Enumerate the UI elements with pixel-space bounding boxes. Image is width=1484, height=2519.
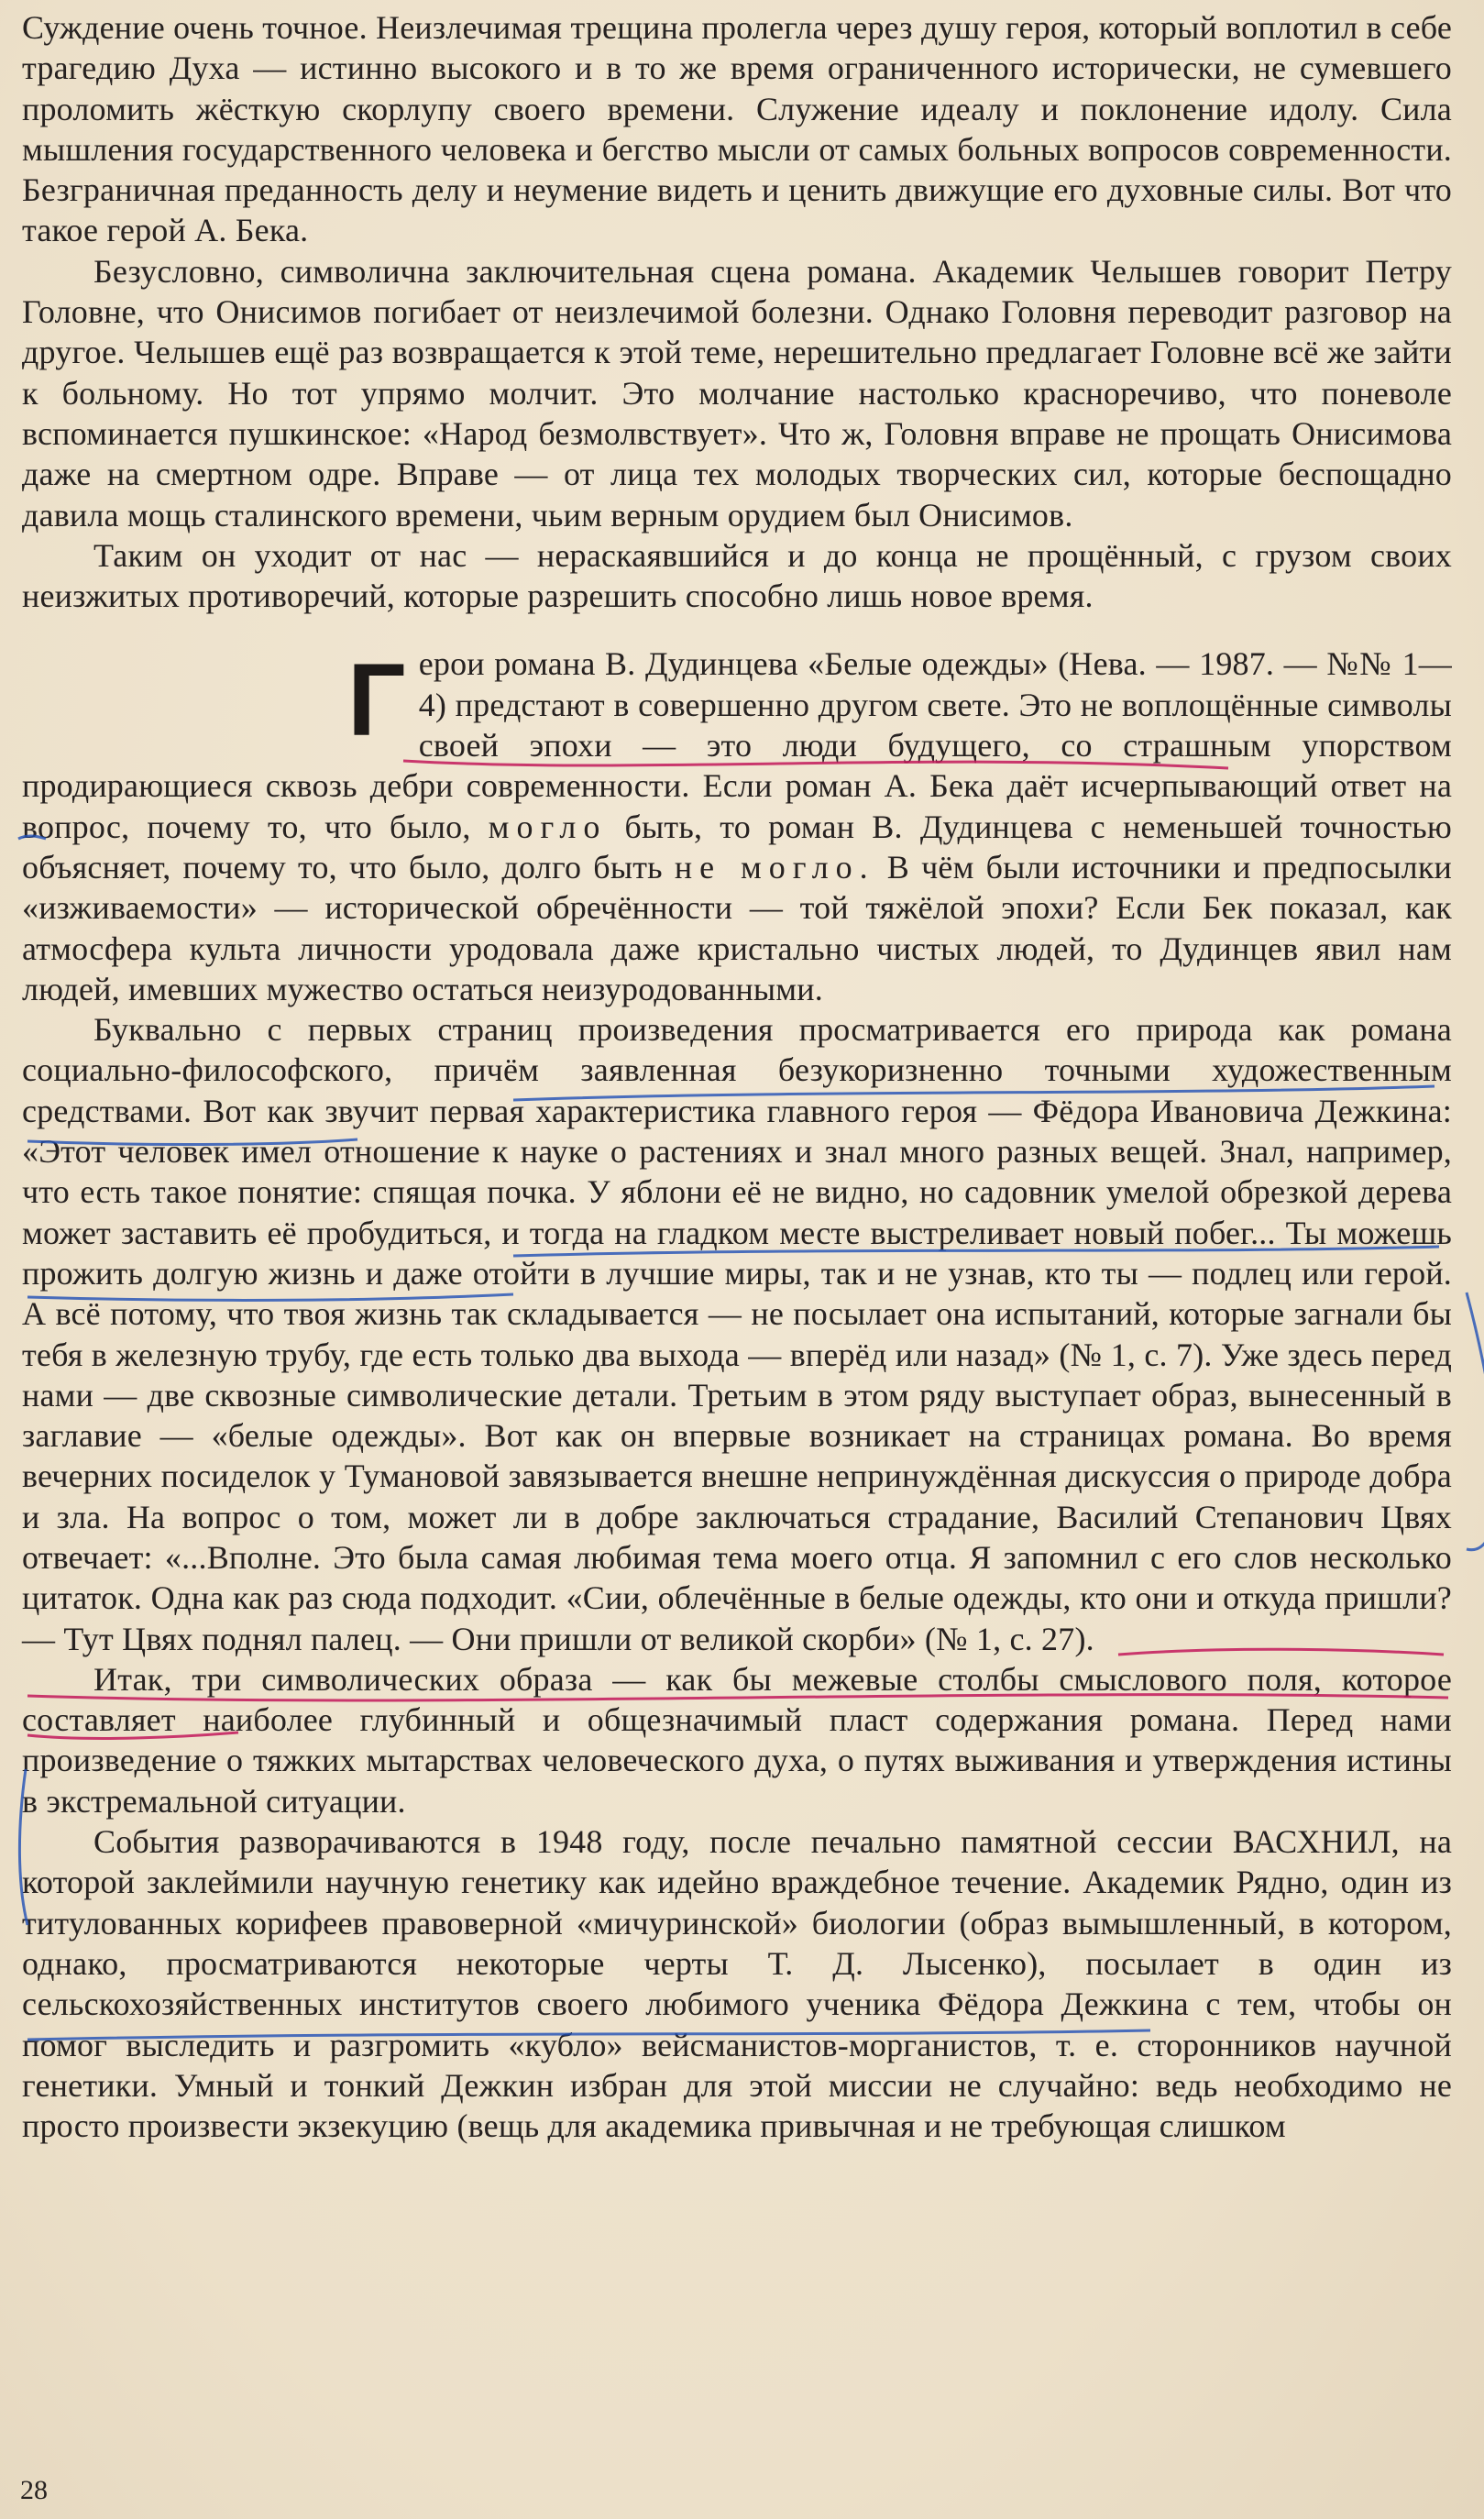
paragraph: Таким он уходит от нас — нераскаявшийся и до конца не прощённый, с грузом своих неизжитых противоречий, которые разрешить способно лишь новое время. bbox=[22, 536, 1452, 615]
paragraph: Буквально с первых страниц произведения просматривается его природа как романа социально-философского, причём заявленная безукоризненно точными художественным средствами. Вот как звучит первая характеристика главного героя — Фёдора Ивановича Дежкина: «Этот человек имел отношение к науке о растениях и знал много разных вещей. Знал, например, что есть такое понятие: спящая почка. У яблони её не видно, но садовник умелой обрезкой дерева может заставить её пробудиться, и тогда на гладком месте выстреливает новый побег... Ты можешь прожить долгую жизнь и даже отойти в лучшие миры, так и не узнав, кто ты — подлец или герой. А всё потому, что твоя жизнь так складывается — не посылает она испытаний, которые загнали бы тебя в железную трубу, где есть только два выхода — вперёд или назад» (№ 1, с. 7). Уже здесь перед нами — две сквозные символические детали. Третьим в этом ряду выступает образ, вынесенный в заглавие — «белые одежды». Вот как он впервые возникает на страницах романа. Во время вечерних посиделок у Тумановой завязывается внешне непринуждённая дискуссия о природе добра и зла. На вопрос о том, может ли в добре заключаться страдание, Василий Степанович Цвях отвечает: «...Вполне. Это была самая любимая тема моего отца. Я запомнил с его слов несколько цитаток. Одна как раз сюда подходит. «Сии, облечённые в белые одежды, кто они и откуда пришли? — Тут Цвях поднял палец. — Они пришли от великой скорби» (№ 1, с. 27). bbox=[22, 1011, 1452, 1657]
article-text bbox=[22, 7, 1452, 2146]
dropcap-paragraph bbox=[22, 644, 1452, 1009]
drop-cap-letter: Г bbox=[347, 643, 406, 758]
paragraph-text: В чём были источники и предпосылки «изживаемости» — исторической обречённости — той тяжёлой эпохи? Если Бек показал, как атмосфера культа личности уродовала даже кристально чистых людей, то Дудинцев явил нам людей, имевших мужество остаться неизуродованными. bbox=[22, 848, 1453, 1007]
spaced-emphasis: могло bbox=[488, 808, 608, 845]
paragraph: Суждение очень точное. Неизлечимая трещина пролегла через душу героя, который воплотил в себе трагедию Духа — истинно высокого и в то же время ограниченного исторически, не сумевшего проломить жёсткую скорлупу своего времени. Служение идеалу и поклонение идолу. Сила мышления государственного человека и бегство мысли от самых больных вопросов современности. Безграничная преданность делу и неумение видеть и ценить движущие его духовные силы. Вот что такое герой А. Бека. bbox=[22, 9, 1452, 249]
blue-bracket bbox=[1467, 1292, 1484, 1550]
paragraph: Безусловно, символична заключительная сцена романа. Академик Челышев говорит Петру Головне, что Онисимов погибает от неизлечимой болезни. Однако Головня переводит разговор на другое. Челышев ещё раз возвращается к этой теме, нерешительно предлагает Головне всё же зайти к больному. Но тот упрямо молчит. Это молчание настолько красноречиво, что поневоле вспоминается пушкинское: «Народ безмолвствует». Что ж, Головня вправе не прощать Онисимова даже на смертном одре. Вправе — от лица тех молодых творческих сил, которые беспощадно давила мощь сталинского времени, чьим верным орудием был Онисимов. bbox=[22, 252, 1452, 534]
paragraph-text: ерои романа В. Дудинцева «Белые одежды» (Нева. — 1987. — №№ 1—4) предстают в совершенно другом свете. Это не воплощённые символы своей эпохи — это люди будущего, со страшным упорством продирающиеся сквозь дебри современности. Если роман А. Бека даёт исчерпывающий ответ на вопрос, почему то, что было, bbox=[22, 645, 1452, 845]
spaced-emphasis: не могло. bbox=[674, 848, 875, 886]
paragraph: Итак, три символических образа — как бы межевые столбы смыслового поля, которое составляет наиболее глубинный и общезначимый пласт содержания романа. Перед нами произведение о тяжких мытарствах человеческого духа, о путях выживания и утверждения истины в экстремальной ситуации. bbox=[22, 1660, 1452, 1820]
paragraph: События разворачиваются в 1948 году, после печально памятной сессии ВАСХНИЛ, на которой заклеймили научную генетику как идейно враждебное течение. Академик Рядно, один из титулованных корифеев правоверной «мичуринской» биологии (образ вымышленный, в котором, однако, просматриваются некоторые черты Т. Д. Лысенко), посылает в один из сельскохозяйственных институтов своего любимого ученика Фёдора Дежкина с тем, чтобы он помог выследить и разгромить «кубло» вейсманистов-морганистов, т. е. сторонников научной генетики. Умный и тонкий Дежкин избран для этой миссии не случайно: ведь необходимо не просто произвести экзекуцию (вещь для академика привычная и не требующая слишком bbox=[22, 1823, 1452, 2145]
page-number: 28 bbox=[20, 2475, 48, 2505]
paragraph-text: быть, то роман В. Дудинцева с неменьшей точностью объясняет, почему то, что было, долго быть bbox=[22, 808, 1452, 886]
